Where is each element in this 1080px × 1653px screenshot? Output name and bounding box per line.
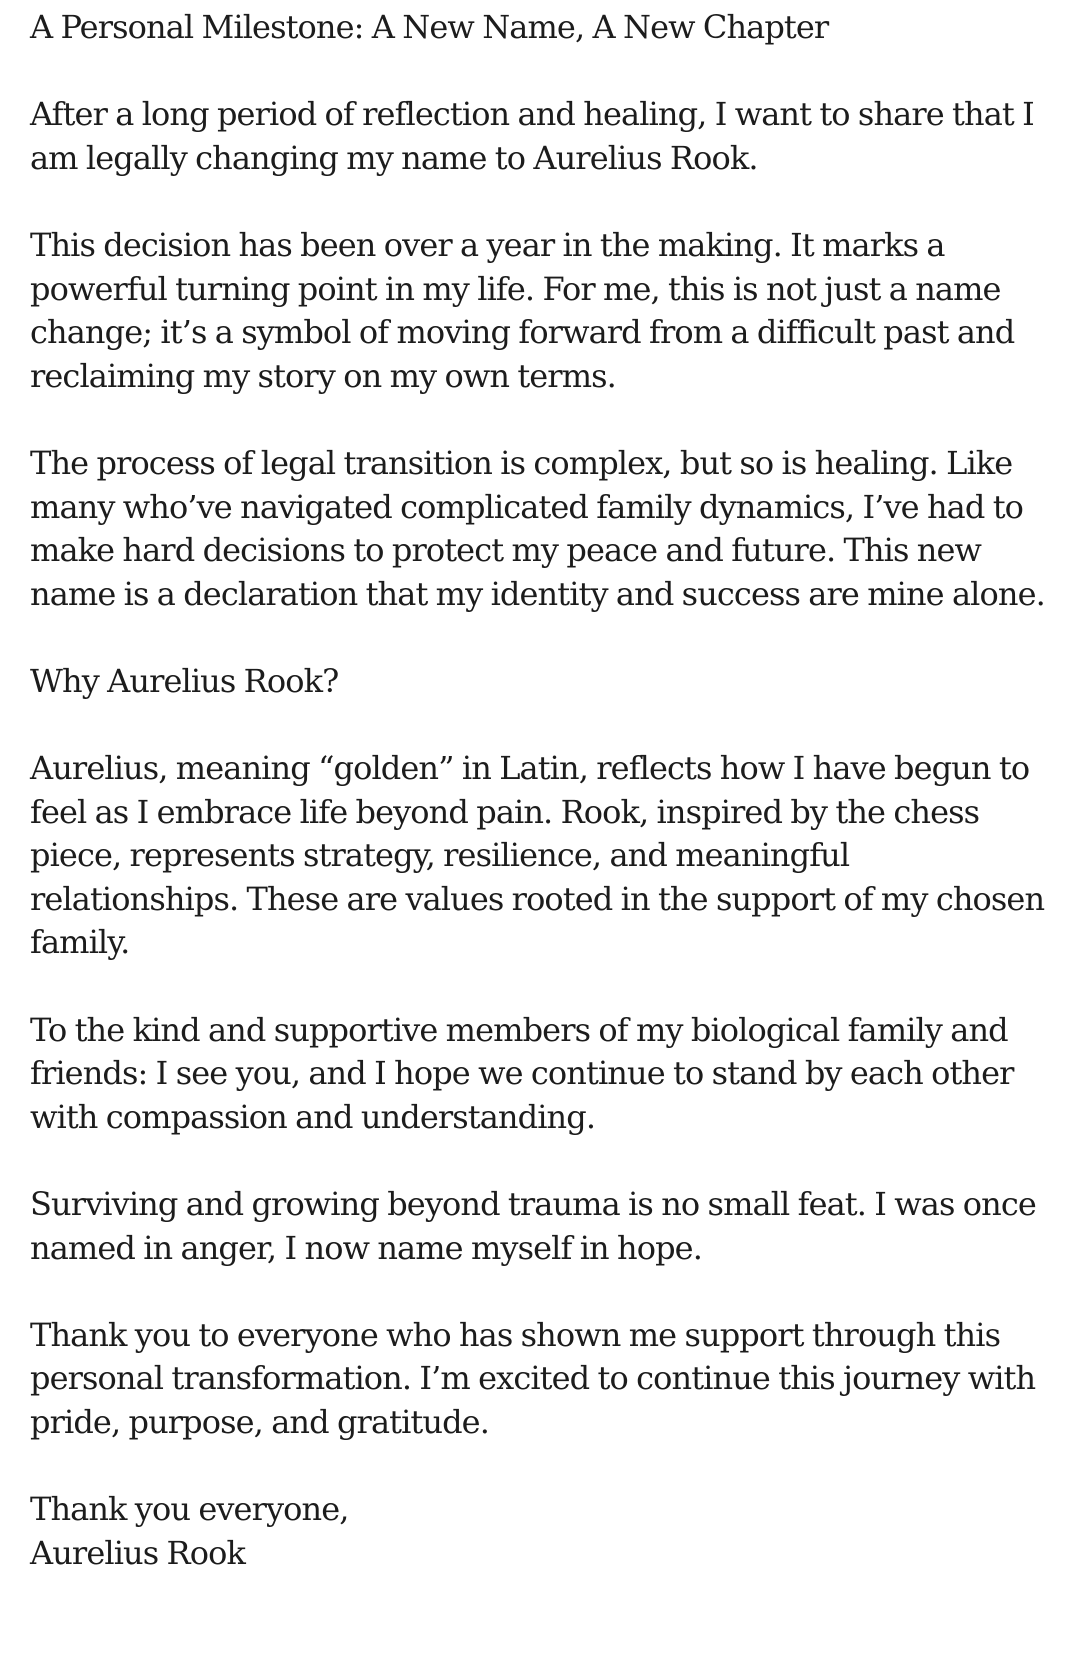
paragraph-announcement: After a long period of reflection and healing, I want to share that I am legally changing my name to Aurelius Rook.: [30, 95, 1034, 177]
paragraph-why-heading: Why Aurelius Rook?: [30, 661, 339, 700]
paragraph-family: To the kind and supportive members of my biological family and friends: I see you, and I hope we continue to stand by each other with compassion and understanding.: [30, 1010, 1014, 1136]
paragraph-trauma: Surviving and growing beyond trauma is no small feat. I was once named in anger, I now name myself in hope.: [30, 1185, 1036, 1267]
closing-line: Thank you everyone,: [30, 1490, 349, 1529]
signature: Aurelius Rook: [30, 1533, 245, 1572]
paragraph-name-meaning: Aurelius, meaning “golden” in Latin, reflects how I have begun to feel as I embrace life beyond pain. Rook, inspired by the chess piece, represents strategy, resilience, and meaningful relationships. These are values rooted in the support of my chosen family.: [30, 749, 1045, 962]
paragraph-process: The process of legal transition is complex, but so is healing. Like many who’ve navigated complicated family dynamics, I’ve had to make hard decisions to protect my peace and future. This new name is a declaration that my identity and success are mine alone.: [30, 443, 1045, 613]
paragraph-decision: This decision has been over a year in the making. It marks a powerful turning point in my life. For me, this is not just a name change; it’s a symbol of moving forward from a difficult past and reclaiming my story on my own terms.: [30, 225, 1015, 395]
document-title: A Personal Milestone: A New Name, A New Chapter: [30, 8, 829, 46]
signoff: [30, 1488, 1056, 1575]
paragraph-thanks: Thank you to everyone who has shown me support through this personal transformation. I’m excited to continue this journey with pride, purpose, and gratitude.: [30, 1315, 1036, 1441]
